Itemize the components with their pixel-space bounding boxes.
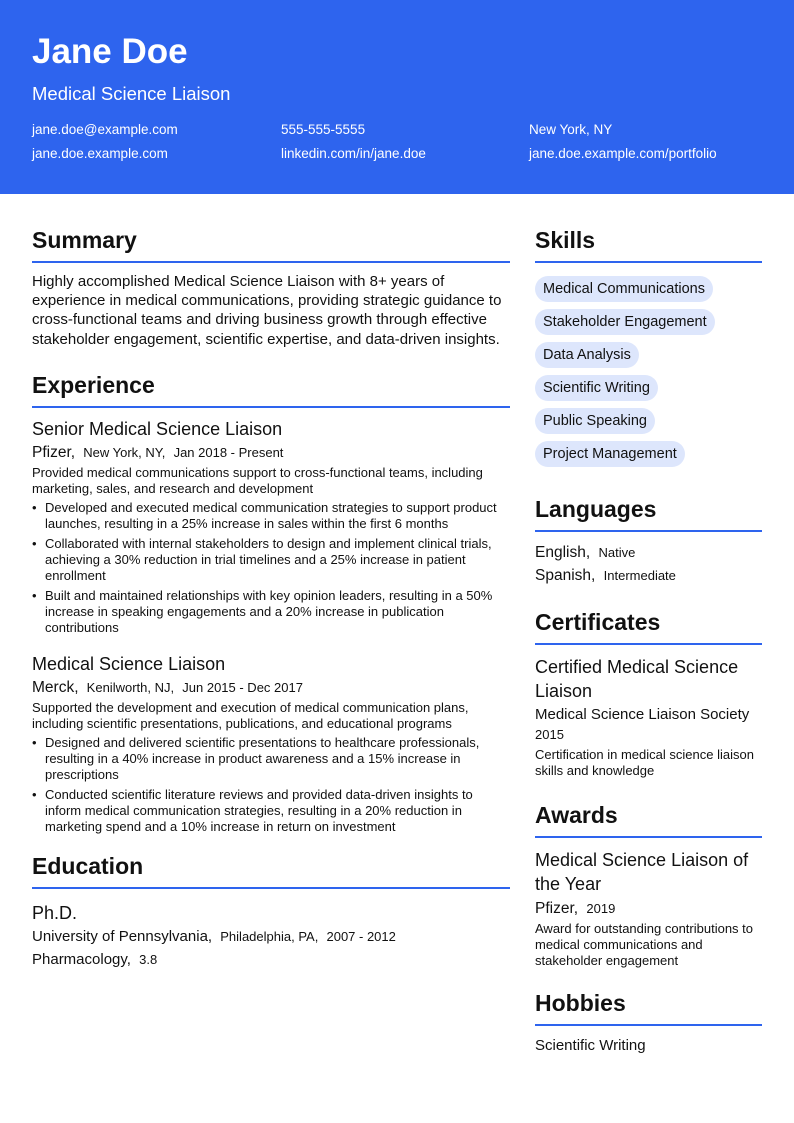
job-meta: [32, 678, 510, 697]
job-title: Medical Science Liaison: [32, 653, 226, 674]
language-item: [535, 541, 762, 564]
certificate-year: 2015: [535, 727, 564, 742]
education-location: Philadelphia, PA,: [220, 928, 319, 944]
skill-tag: Project Management: [535, 441, 685, 467]
contact-linkedin[interactable]: linkedin.com/in/jane.doe: [281, 146, 426, 161]
language-name: Spanish,: [535, 567, 596, 584]
languages-list: [535, 541, 762, 587]
language-name: English,: [535, 544, 591, 561]
education-dates: 2007 - 2012: [326, 928, 396, 944]
job-company: Merck,: [32, 678, 79, 696]
job-achievements: [32, 735, 510, 835]
skill-tag: Public Speaking: [535, 408, 655, 434]
achievement-item: • Conducted scientific literature reviews and provided data-driven insights to inform medical communication strategies, resulting in a 20% reduction in marketing spend and a 10% increase in return on investment: [32, 787, 510, 835]
contact-email[interactable]: jane.doe@example.com: [32, 122, 178, 137]
candidate-title: Medical Science Liaison: [32, 83, 231, 104]
hobbies-heading: Hobbies: [535, 988, 762, 1026]
skills-heading: Skills: [535, 225, 762, 263]
summary-text: Highly accomplished Medical Science Liaison with 8+ years of experience in medical communications, providing strategic guidance to cross-functional teams and driving business growth through effective stakeholder engagement, scientific expertise, and data-driven insights.: [32, 273, 502, 348]
experience-entry: [32, 417, 510, 636]
skills-list: [535, 272, 762, 470]
summary-heading: Summary: [32, 225, 510, 263]
skill-tag: Medical Communications: [535, 276, 713, 302]
achievement-item: • Built and maintained relationships with key opinion leaders, resulting in a 50% increase in speaking engagements and a 20% increase in publication contributions: [32, 588, 510, 636]
certificates-heading: Certificates: [535, 607, 762, 645]
education-gpa: 3.8: [139, 951, 158, 967]
job-dates: Jun 2015 - Dec 2017: [182, 679, 303, 695]
education-school: University of Pennsylvania,: [32, 927, 213, 945]
award-meta: [535, 898, 762, 919]
job-location: Kenilworth, NJ,: [86, 679, 175, 695]
certificate-org: Medical Science Liaison Society: [535, 706, 750, 723]
experience-entry: [32, 652, 510, 835]
contact-location: New York, NY: [529, 122, 613, 137]
side-column: [535, 225, 762, 1055]
contact-website[interactable]: jane.doe.example.com: [32, 146, 168, 161]
education-degree: Ph.D.: [32, 902, 78, 923]
job-location: New York, NY,: [83, 444, 166, 460]
award-name: Medical Science Liaison of the Year: [535, 850, 749, 894]
languages-heading: Languages: [535, 494, 762, 532]
job-title: Senior Medical Science Liaison: [32, 418, 283, 439]
achievement-item: • Collaborated with internal stakeholders to design and implement clinical trials, achieving a 30% reduction in trial timelines and a 25% increase in patient enrollment: [32, 536, 510, 584]
contact-phone[interactable]: 555-555-5555: [281, 122, 366, 137]
language-item: [535, 564, 762, 587]
education-school-line: [32, 925, 510, 948]
achievement-item: • Developed and executed medical communication strategies to support product launches, resulting in a 25% increase in sales within the first 6 months: [32, 500, 510, 532]
skill-tag: Scientific Writing: [535, 375, 658, 401]
contact-portfolio[interactable]: jane.doe.example.com/portfolio: [529, 146, 717, 161]
main-column: [32, 225, 510, 971]
awards-heading: Awards: [535, 800, 762, 838]
award-org: Pfizer,: [535, 900, 579, 917]
job-meta: [32, 443, 510, 462]
candidate-name: Jane Doe: [32, 32, 188, 71]
award-year: 2019: [586, 901, 616, 916]
experience-heading: Experience: [32, 370, 510, 408]
award-description: Award for outstanding contributions to medical communications and stakeholder engagement: [535, 921, 754, 968]
resume-header: [0, 0, 794, 194]
hobby-item: Scientific Writing: [535, 1037, 646, 1054]
achievement-item: • Designed and delivered scientific presentations to healthcare professionals, resulting in a 40% increase in product awareness and a 15% increase in prescriptions: [32, 735, 510, 783]
job-dates: Jan 2018 - Present: [173, 444, 284, 460]
job-description: Provided medical communications support to cross-functional teams, including marketing, sales, and research and development: [32, 464, 483, 496]
job-description: Supported the development and execution of medical communication plans, including scientific presentations, publications, and educational programs: [32, 699, 469, 731]
job-achievements: [32, 500, 510, 636]
job-company: Pfizer,: [32, 443, 76, 461]
certificate-name: Certified Medical Science Liaison: [535, 657, 739, 701]
education-field: Pharmacology,: [32, 950, 131, 968]
skill-tag: Stakeholder Engagement: [535, 309, 715, 335]
language-level: Native: [598, 545, 636, 560]
language-level: Intermediate: [603, 568, 676, 583]
certificate-description: Certification in medical science liaison skills and knowledge: [535, 747, 754, 778]
skill-tag: Data Analysis: [535, 342, 639, 368]
education-field-line: [32, 948, 510, 971]
education-heading: Education: [32, 851, 510, 889]
